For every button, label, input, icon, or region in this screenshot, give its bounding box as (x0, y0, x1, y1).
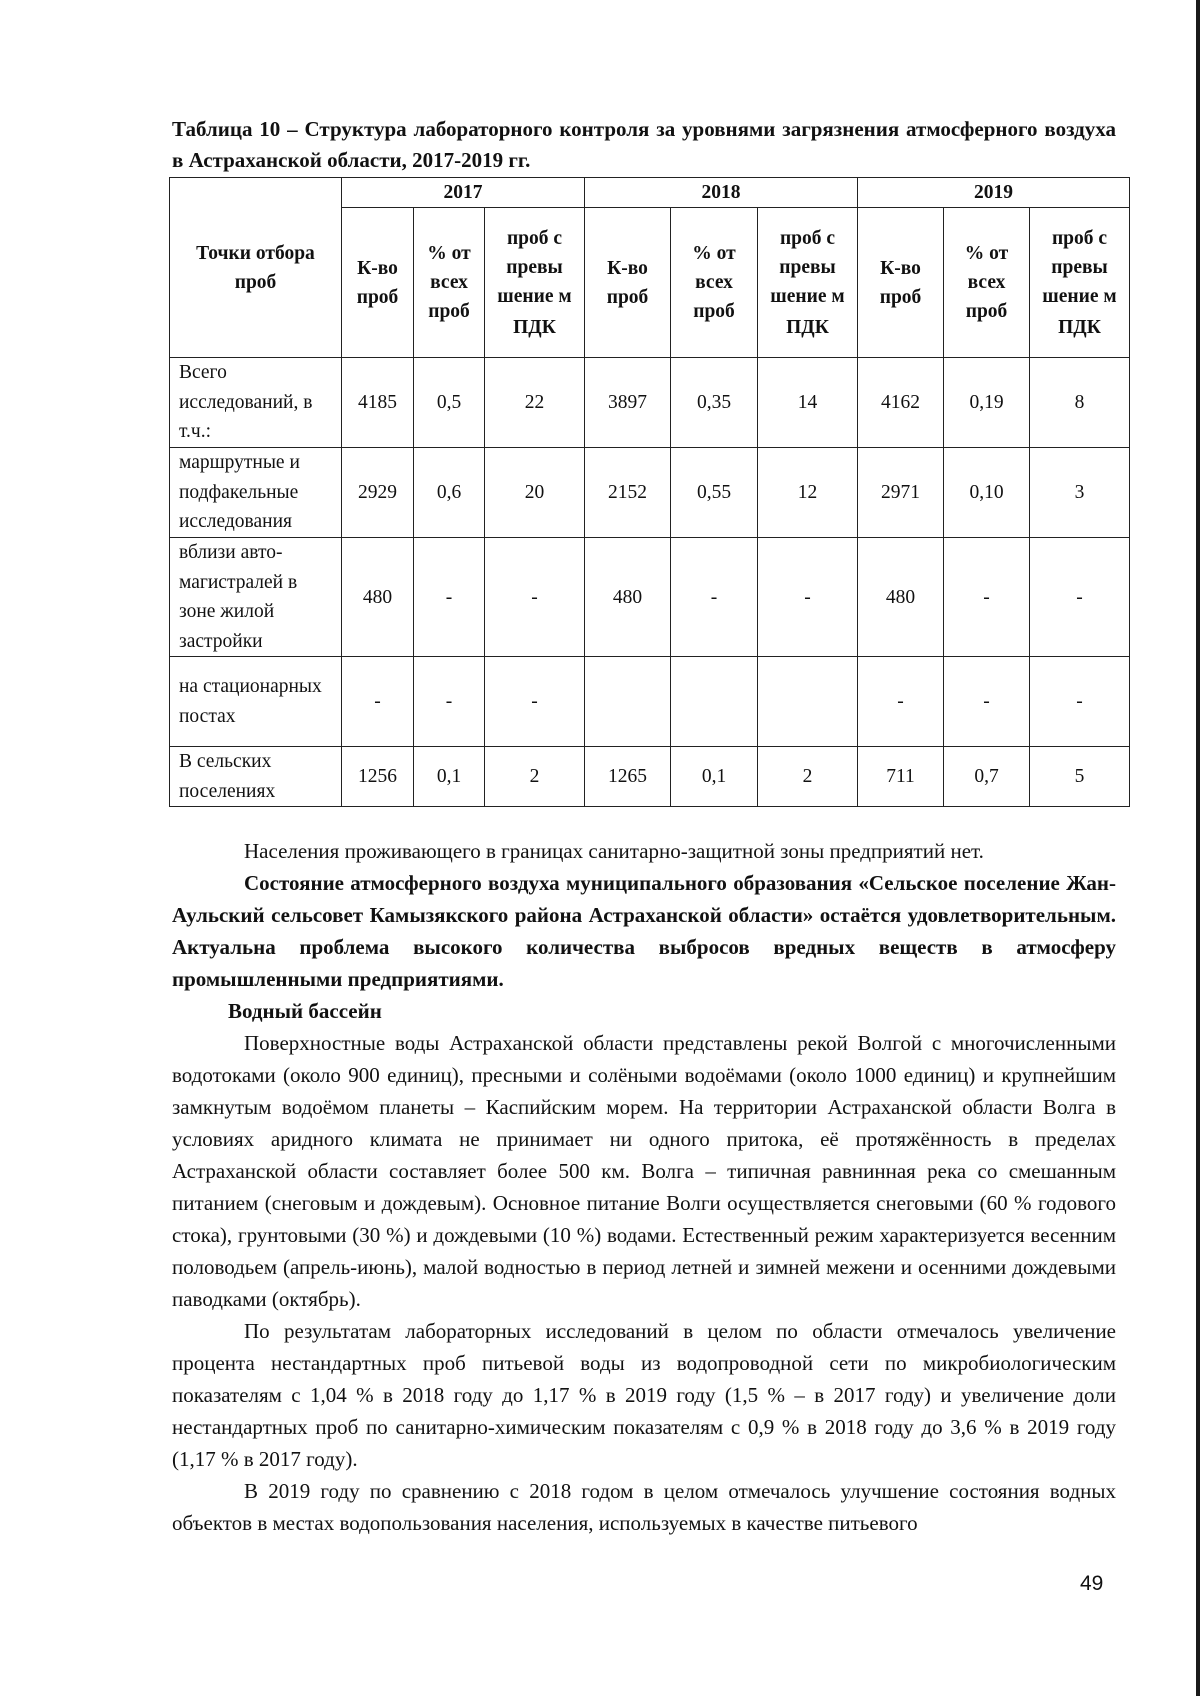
table-cell: - (858, 657, 944, 747)
table-cell: 1256 (342, 747, 414, 807)
table-cell: - (485, 657, 585, 747)
count-header: К-во проб (342, 208, 414, 358)
table-cell: 0,55 (671, 448, 758, 538)
table-cell: 0,19 (944, 358, 1030, 448)
count-header: К-во проб (585, 208, 671, 358)
document-page (172, 114, 1116, 1539)
page-number: 49 (1080, 1572, 1104, 1595)
table-cell: 5 (1030, 747, 1130, 807)
share-header: % от всех проб (671, 208, 758, 358)
table-cell: 4162 (858, 358, 944, 448)
table-cell: 2971 (858, 448, 944, 538)
count-header: К-во проб (858, 208, 944, 358)
paragraph: Поверхностные воды Астраханской области представлены рекой Волгой с многочисленными водотоками (около 900 единиц), пресными и солёными водоёмами (около 1000 единиц) и крупнейшим замкнутым водоёмом планеты – Каспийским морем. На территории Астраханской области Волга в условиях аридного климата не принимает ни одного притока, её протяжённость в пределах Астраханской области составляет более 500 км. Волга – типичная равнинная река со смешанным питанием (снеговым и дождевым). Основное питание Волги осуществляется снеговыми (60 % годового стока), грунтовыми (30 %) и дождевыми (10 %) водами. Естественный режим характеризуется весенним половодьем (апрель-июнь), малой водностью в период летней и зимней межени и осенними дождевыми паводками (октябрь). (172, 1031, 1116, 1311)
paragraph: По результатам лабораторных исследований в целом по области отмечалось увеличение процента нестандартных проб питьевой воды из водопроводной сети по микробиологическим показателям с 1,04 % в 2018 году до 1,17 % в 2019 году (1,5 % – в 2017 году) и увеличение доли нестандартных проб по санитарно-химическим показателям с 0,9 % в 2018 году до 3,6 % в 2019 году (1,17 % в 2017 году). (172, 1319, 1116, 1471)
table-cell: 12 (758, 448, 858, 538)
table-cell: 0,6 (414, 448, 485, 538)
table-cell: 0,10 (944, 448, 1030, 538)
table-cell: 4185 (342, 358, 414, 448)
table-cell: - (944, 657, 1030, 747)
bold-paragraph: Состояние атмосферного воздуха муниципального образования «Сельское поселение Жан-Аульский сельсовет Камызякского района Астраханской области» остаётся удовлетворительным. Актуальна проблема высокого количества выбросов вредных веществ в атмосферу промышленными предприятиями. (172, 871, 1116, 991)
exceed-header: проб с превы шение м ПДК (485, 208, 585, 358)
table-row (170, 448, 1130, 538)
table-row (170, 538, 1130, 657)
paragraph: Населения проживающего в границах санитарно-защитной зоны предприятий нет. (244, 839, 984, 863)
table-cell: 711 (858, 747, 944, 807)
table-cell: 2152 (585, 448, 671, 538)
table-cell: - (485, 538, 585, 657)
table-cell: 0,1 (414, 747, 485, 807)
table-cell (671, 657, 758, 747)
table-cell: 8 (1030, 358, 1130, 448)
table-cell: - (944, 538, 1030, 657)
table-cell: 0,5 (414, 358, 485, 448)
table-cell: 2 (485, 747, 585, 807)
table-cell: 0,35 (671, 358, 758, 448)
year-header: 2017 (342, 178, 585, 208)
table-cell: 2 (758, 747, 858, 807)
table-cell: 3 (1030, 448, 1130, 538)
table-cell: - (671, 538, 758, 657)
table-cell: - (1030, 538, 1130, 657)
table-cell: 0,1 (671, 747, 758, 807)
section-heading: Водный бассейн (228, 999, 382, 1023)
table-cell: 20 (485, 448, 585, 538)
table-cell: 0,7 (944, 747, 1030, 807)
page-right-edge (1196, 0, 1200, 1696)
table-cell: 2929 (342, 448, 414, 538)
table-row (170, 747, 1130, 807)
table-cell: 3897 (585, 358, 671, 448)
year-header: 2018 (585, 178, 858, 208)
table-cell: - (758, 538, 858, 657)
table-cell: - (414, 538, 485, 657)
share-header: % от всех проб (944, 208, 1030, 358)
table-cell: 14 (758, 358, 858, 448)
row-label: В сельских поселениях (170, 747, 342, 807)
table-cell: 480 (858, 538, 944, 657)
table-cell: 1265 (585, 747, 671, 807)
table-cell (758, 657, 858, 747)
table-row (170, 657, 1130, 747)
lab-control-table (169, 177, 1130, 807)
table-cell: - (1030, 657, 1130, 747)
table-cell: 480 (585, 538, 671, 657)
paragraph: В 2019 году по сравнению с 2018 годом в целом отмечалось улучшение состояния водных объектов в местах водопользования населения, используемых в качестве питьевого (172, 1479, 1116, 1535)
table-caption: Таблица 10 – Структура лабораторного контроля за уровнями загрязнения атмосферного воздуха в Астраханской области, 2017-2019 гг. (172, 117, 1116, 172)
table-cell: - (342, 657, 414, 747)
table-cell: 22 (485, 358, 585, 448)
row-label: маршрутные и подфакельные исследования (170, 448, 342, 538)
exceed-header: проб с превы шение м ПДК (1030, 208, 1130, 358)
table-cell (585, 657, 671, 747)
row-label: вблизи авто-магистралей в зоне жилой застройки (170, 538, 342, 657)
corner-header: Точки отбора проб (170, 178, 342, 358)
share-header: % от всех проб (414, 208, 485, 358)
row-label: Всего исследований, в т.ч.: (170, 358, 342, 448)
row-label: на стационарных постах (170, 657, 342, 747)
body-text (172, 835, 1116, 1539)
table-row (170, 358, 1130, 448)
year-header: 2019 (858, 178, 1130, 208)
table-cell: - (414, 657, 485, 747)
table-cell: 480 (342, 538, 414, 657)
exceed-header: проб с превы шение м ПДК (758, 208, 858, 358)
